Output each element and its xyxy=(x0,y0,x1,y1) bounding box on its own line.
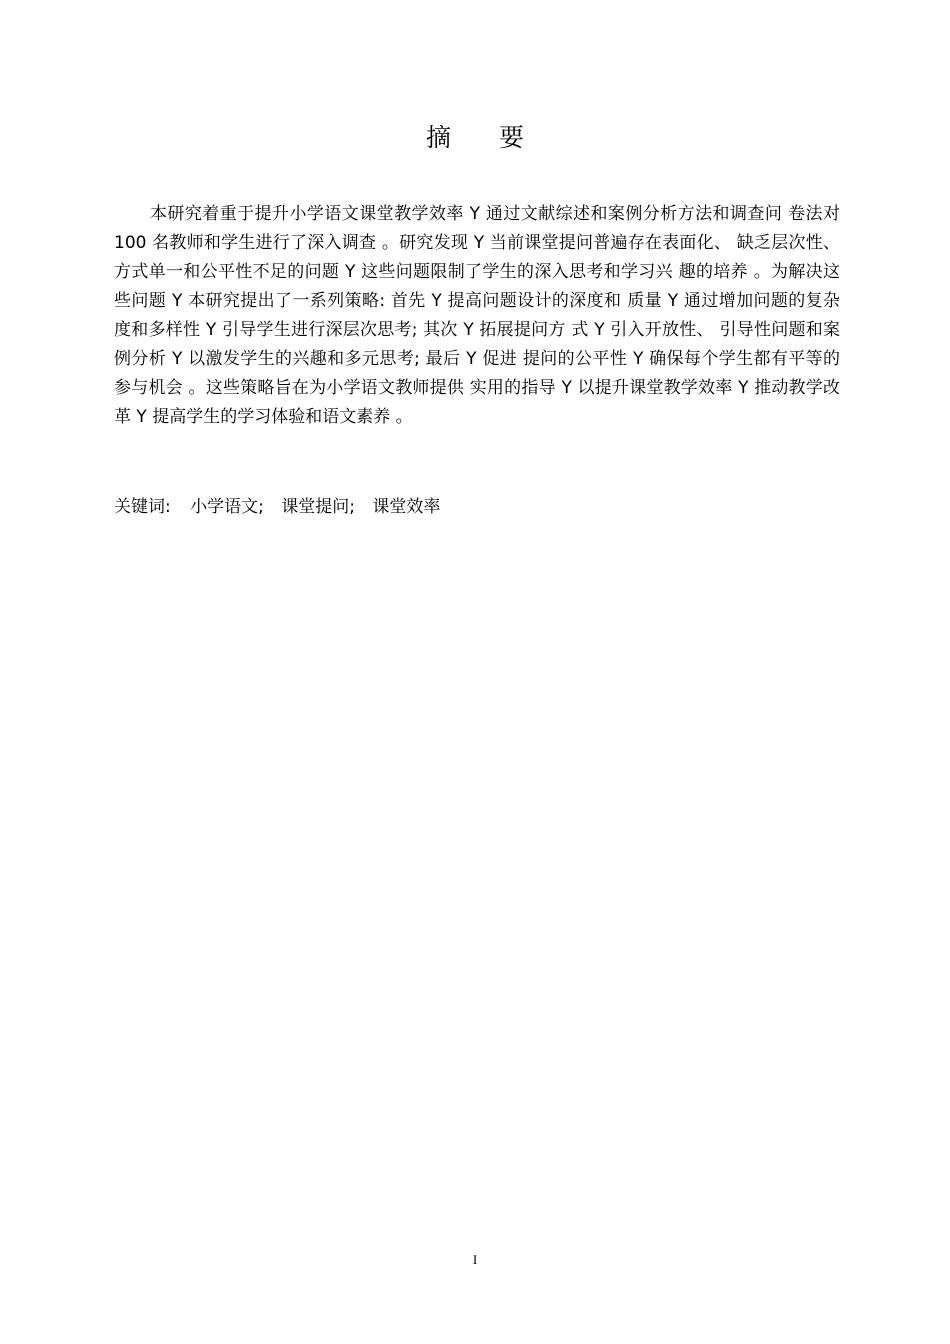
keyword-item: 小学语文; xyxy=(190,497,264,517)
keywords-label: 关键词: xyxy=(114,497,171,517)
page-number: I xyxy=(472,1252,478,1267)
abstract-title: 摘 要 xyxy=(426,123,544,152)
keyword-item: 课堂效率 xyxy=(372,497,441,517)
keyword-item: 课堂提问; xyxy=(281,497,356,517)
keywords-line xyxy=(114,493,840,522)
abstract-paragraph: 本研究着重于提升小学语文课堂教学效率 Y 通过文献综述和案例分析方法和调查问 卷法对 100 名教师和学生进行了深入调查 。研究发现 Y 当前课堂提问普遍存在表面化、 缺乏层次性、方式单一和公平性不足的问题 Y 这些问题限制了学生的深入思考和学习兴 趣的培养 。为解决这些问题 Y 本研究提出了一系列策略: 首先 Y 提高问题设计的深度和 质量 Y 通过增加问题的复杂度和多样性 Y 引导学生进行深层次思考; 其次 Y 拓展提问方 式 Y 引入开放性、 引导性问题和案例分析 Y 以激发学生的兴趣和多元思考; 最后 Y 促进 提问的公平性 Y 确保每个学生都有平等的参与机会 。这些策略旨在为小学语文教师提供 实用的指导 Y 以提升课堂教学效率 Y 推动教学改革 Y 提高学生的学习体验和语文素养 。 xyxy=(114,204,840,427)
